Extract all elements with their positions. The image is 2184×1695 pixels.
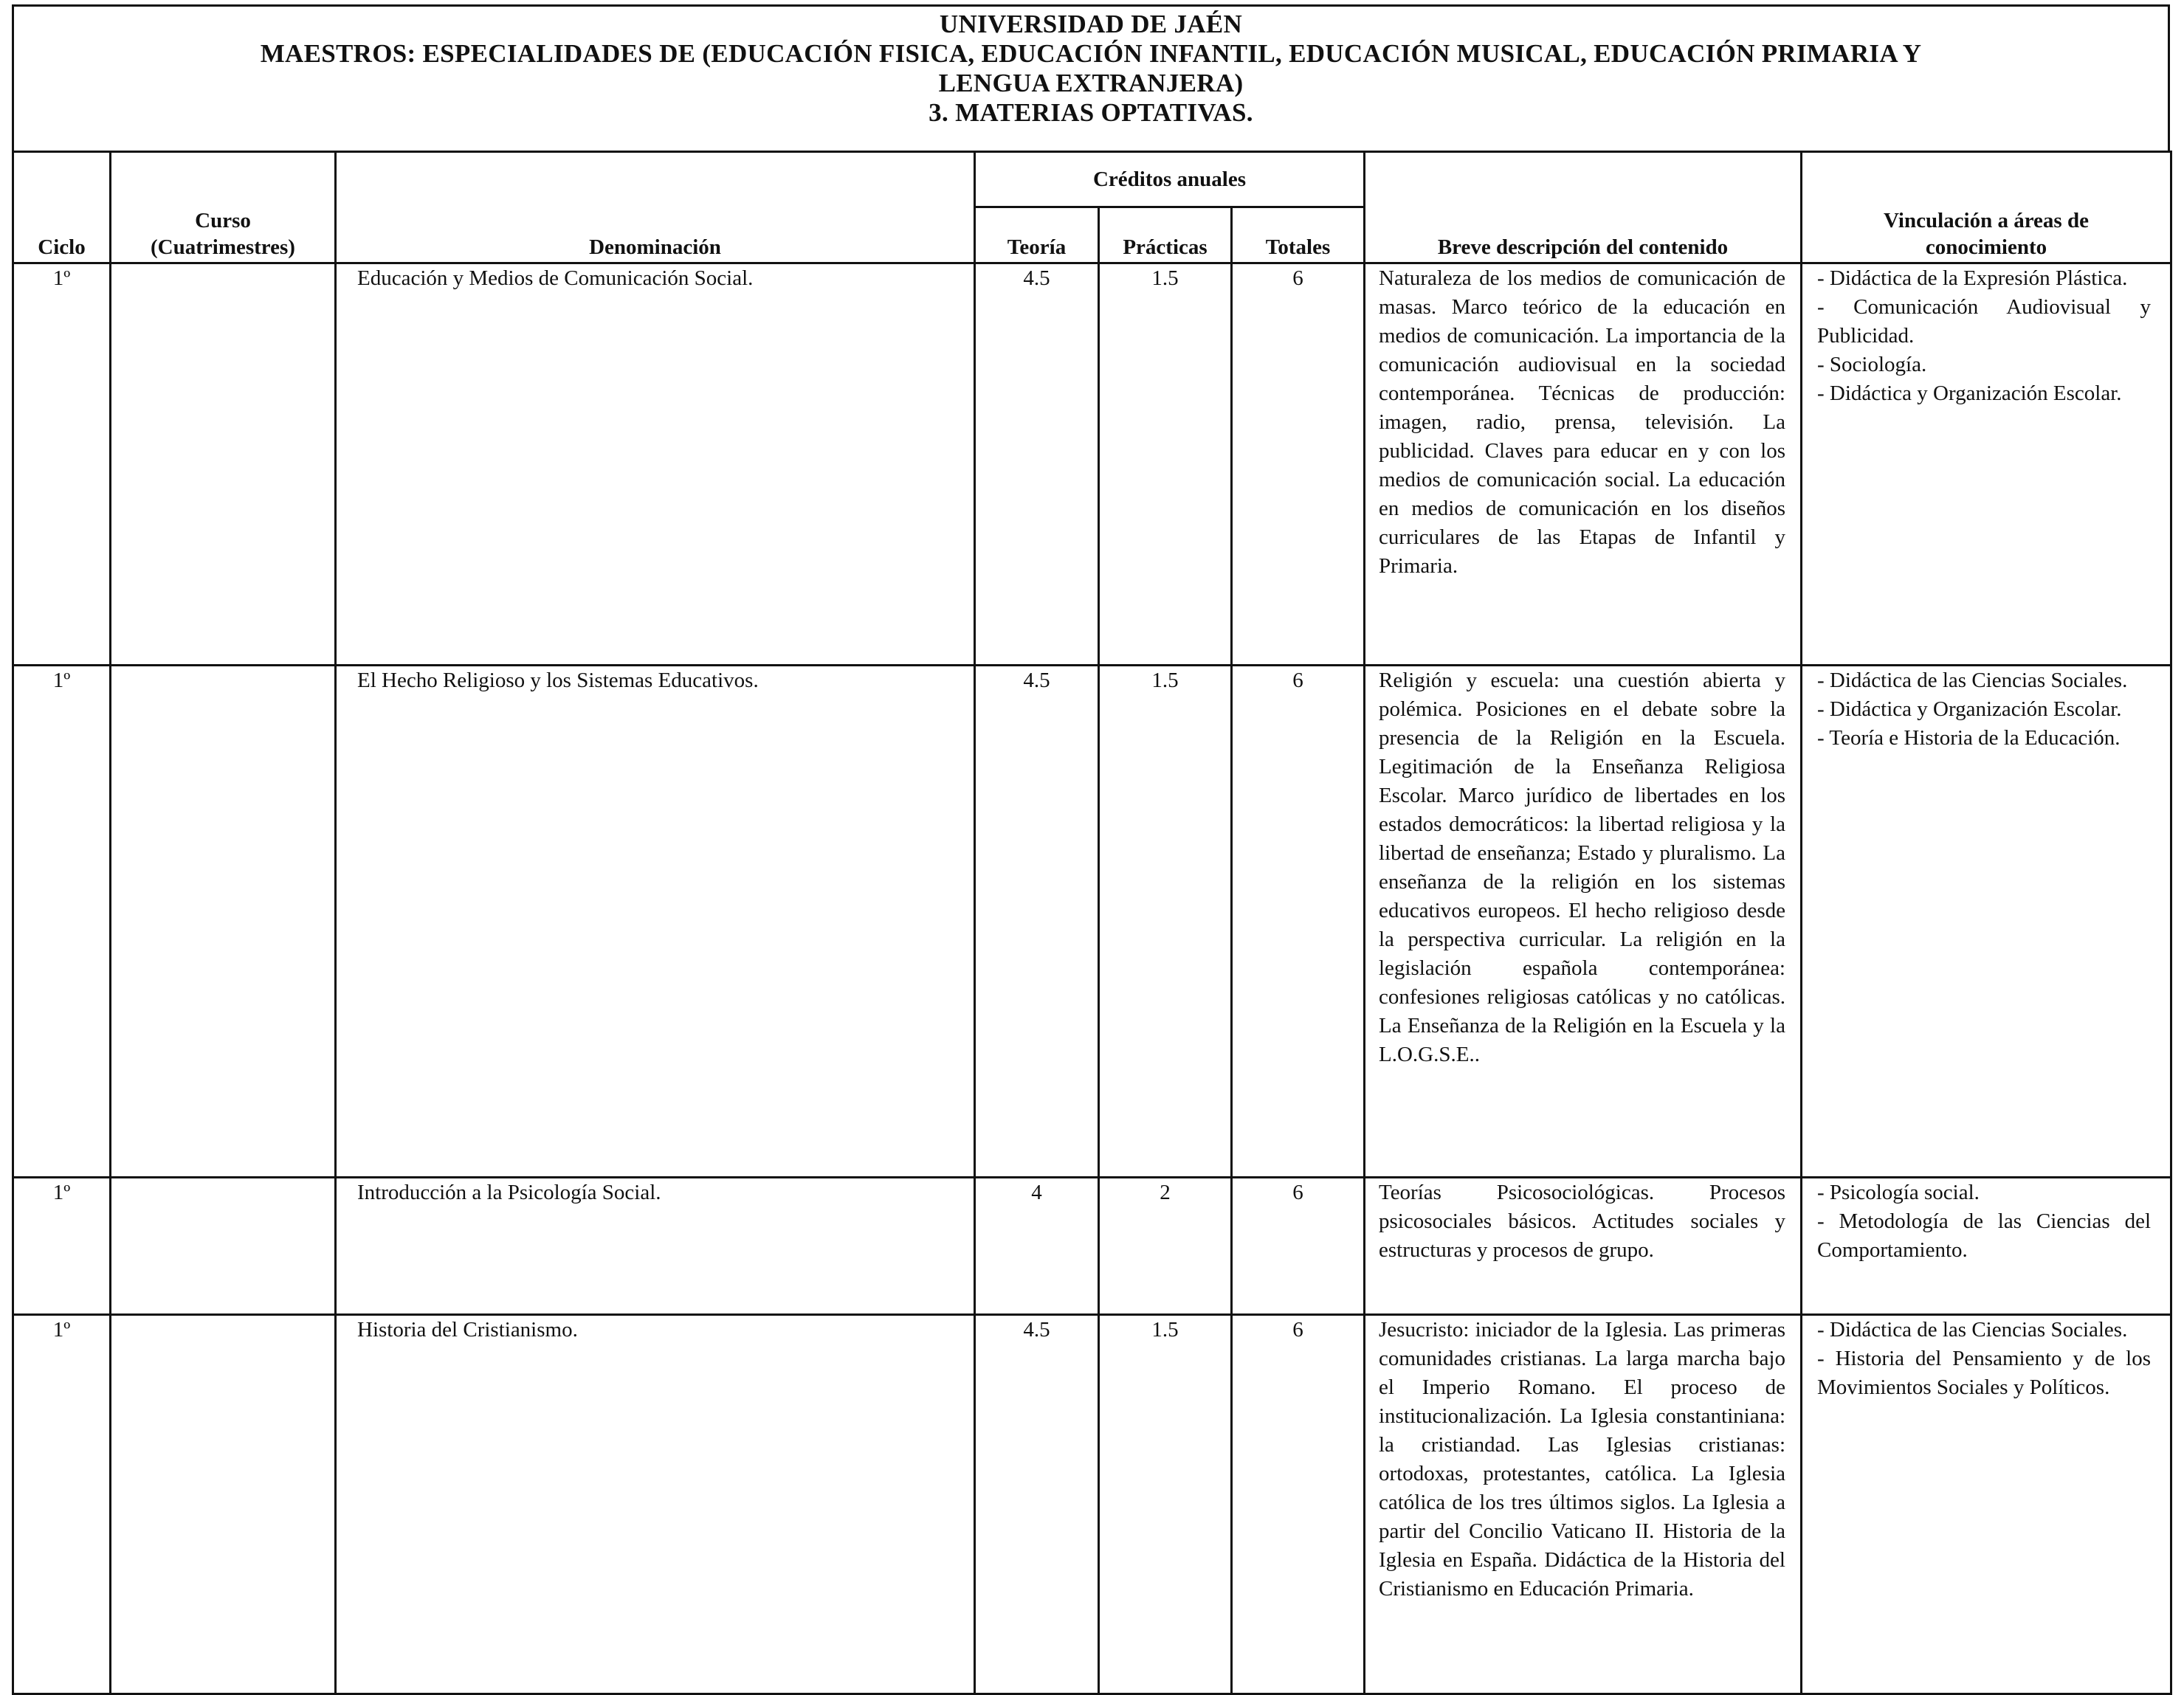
cell-practicas: 1.5 bbox=[1099, 1315, 1232, 1694]
cell-teoria: 4.5 bbox=[975, 666, 1099, 1178]
cell-areas bbox=[1802, 666, 2171, 1178]
document-header bbox=[12, 4, 2170, 151]
cell-totales: 6 bbox=[1232, 263, 1365, 666]
area-item: - Historia del Pensamiento y de los Movimientos Sociales y Políticos. bbox=[1817, 1347, 2151, 1399]
cell-teoria: 4.5 bbox=[975, 263, 1099, 666]
column-header-vinculacion bbox=[1802, 152, 2171, 263]
cell-ciclo: 1º bbox=[13, 1315, 111, 1694]
degree-title-line-1: MAESTROS: ESPECIALIDADES DE (EDUCACIÓN FISICA, EDUCACIÓN INFANTIL, EDUCACIÓN MUSICAL, EDUCACIÓN PRIMARIA Y bbox=[260, 39, 1922, 68]
table-row bbox=[13, 263, 2171, 666]
area-item: - Sociología. bbox=[1817, 353, 1927, 376]
cell-curso bbox=[111, 1315, 336, 1694]
area-item: - Teoría e Historia de la Educación. bbox=[1817, 726, 2121, 750]
column-header-vinculacion-line-1: Vinculación a áreas de bbox=[1884, 209, 2089, 232]
area-item: - Didáctica y Organización Escolar. bbox=[1817, 382, 2122, 405]
cell-areas bbox=[1802, 1178, 2171, 1315]
table-row bbox=[13, 1178, 2171, 1315]
cell-denominacion: Introducción a la Psicología Social. bbox=[336, 1178, 975, 1315]
column-header-ciclo: Ciclo bbox=[13, 152, 111, 263]
cell-denominacion: Educación y Medios de Comunicación Social. bbox=[336, 263, 975, 666]
cell-descripcion: Naturaleza de los medios de comunicación de masas. Marco teórico de la educación en medios de comunicación. La importancia de la comunicación audiovisual en la sociedad contemporánea. Técnicas de producción: imagen, radio, prensa, televisión. La publicidad. Claves para educar en y con los medios de comunicación social. La educación en medios de comunicación en los diseños curriculares de las Etapas de Infantil y Primaria. bbox=[1365, 263, 1802, 666]
column-header-curso-line-2: (Cuatrimestres) bbox=[151, 235, 295, 259]
degree-title-line-2: LENGUA EXTRANJERA) bbox=[938, 69, 1244, 97]
cell-descripcion: Religión y escuela: una cuestión abierta y polémica. Posiciones en el debate sobre la presencia de la Religión en la Escuela. Legitimación de la Enseñanza Religiosa Escolar. Marco jurídico de libertades en los estados democráticos: la libertad religiosa y la libertad de enseñanza; Estado y pluralismo. La enseñanza de la religión en los sistemas educativos europeos. El hecho religioso desde la perspectiva curricular. La religión en la legislación española contemporánea: confesiones religiosas católicas y no católicas. La Enseñanza de la Religión en la Escuela y la L.O.G.S.E.. bbox=[1365, 666, 1802, 1178]
column-header-curso-line-1: Curso bbox=[195, 209, 251, 232]
area-item: - Didáctica de las Ciencias Sociales. bbox=[1817, 1318, 2128, 1342]
cell-practicas: 1.5 bbox=[1099, 263, 1232, 666]
document-page bbox=[12, 4, 2170, 1695]
table-row bbox=[13, 1315, 2171, 1694]
optional-subjects-table bbox=[12, 151, 2172, 1695]
area-item: - Didáctica y Organización Escolar. bbox=[1817, 697, 2122, 721]
area-item: - Psicología social. bbox=[1817, 1181, 1980, 1204]
column-header-vinculacion-line-2: conocimiento bbox=[1925, 235, 2047, 259]
university-title: UNIVERSIDAD DE JAÉN bbox=[939, 10, 1243, 38]
cell-areas bbox=[1802, 1315, 2171, 1694]
table-row bbox=[13, 666, 2171, 1178]
cell-practicas: 2 bbox=[1099, 1178, 1232, 1315]
column-header-practicas: Prácticas bbox=[1099, 207, 1232, 263]
cell-ciclo: 1º bbox=[13, 1178, 111, 1315]
cell-totales: 6 bbox=[1232, 1178, 1365, 1315]
cell-curso bbox=[111, 263, 336, 666]
area-item: - Didáctica de las Ciencias Sociales. bbox=[1817, 669, 2128, 692]
cell-ciclo: 1º bbox=[13, 263, 111, 666]
cell-curso bbox=[111, 1178, 336, 1315]
cell-descripcion: Teorías Psicosociológicas. Procesos psicosociales básicos. Actitudes sociales y estructuras y procesos de grupo. bbox=[1365, 1178, 1802, 1315]
area-item: - Comunicación Audiovisual y Publicidad. bbox=[1817, 295, 2151, 348]
cell-ciclo: 1º bbox=[13, 666, 111, 1178]
column-header-descripcion: Breve descripción del contenido bbox=[1365, 152, 1802, 263]
cell-totales: 6 bbox=[1232, 1315, 1365, 1694]
cell-descripcion: Jesucristo: iniciador de la Iglesia. Las primeras comunidades cristianas. La larga marcha bajo el Imperio Romano. El proceso de institucionalización. La Iglesia constantiniana: la cristiandad. Las Iglesias cristianas: ortodoxas, protestantes, católica. La Iglesia católica de los tres últimos siglos. La Iglesia a partir del Concilio Vaticano II. Historia de la Iglesia en España. Didáctica de la Historia del Cristianismo en Educación Primaria. bbox=[1365, 1315, 1802, 1694]
cell-areas bbox=[1802, 263, 2171, 666]
area-item: - Didáctica de la Expresión Plástica. bbox=[1817, 266, 2128, 290]
section-title: 3. MATERIAS OPTATIVAS. bbox=[929, 98, 1253, 127]
column-header-denominacion: Denominación bbox=[336, 152, 975, 263]
column-header-teoria: Teoría bbox=[975, 207, 1099, 263]
column-header-creditos: Créditos anuales bbox=[975, 152, 1365, 207]
cell-denominacion: El Hecho Religioso y los Sistemas Educativos. bbox=[336, 666, 975, 1178]
cell-curso bbox=[111, 666, 336, 1178]
cell-totales: 6 bbox=[1232, 666, 1365, 1178]
cell-teoria: 4.5 bbox=[975, 1315, 1099, 1694]
area-item: - Metodología de las Ciencias del Comportamiento. bbox=[1817, 1209, 2151, 1262]
column-header-totales: Totales bbox=[1232, 207, 1365, 263]
cell-practicas: 1.5 bbox=[1099, 666, 1232, 1178]
column-header-curso bbox=[111, 152, 336, 263]
cell-teoria: 4 bbox=[975, 1178, 1099, 1315]
cell-denominacion: Historia del Cristianismo. bbox=[336, 1315, 975, 1694]
